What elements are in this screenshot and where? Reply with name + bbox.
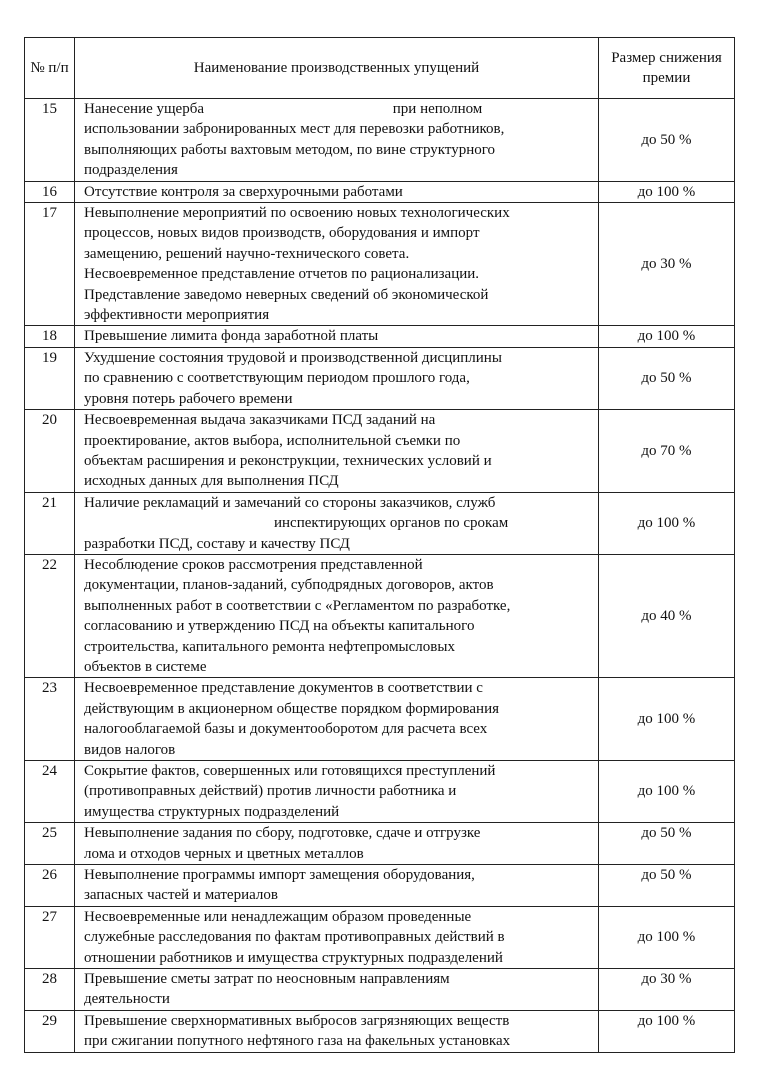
row-line: процессов, новых видов производств, оборудования и импорт <box>84 225 480 242</box>
table-row <box>25 326 735 347</box>
row-number: 18 <box>25 326 75 347</box>
row-line: налогооблагаемой базы и документооборотом для расчета всех <box>84 721 488 738</box>
row-line: Превышение лимита фонда заработной платы <box>84 328 379 345</box>
table-row <box>25 203 735 326</box>
row-line: имущества структурных подразделений <box>84 803 340 820</box>
row-line: при неполном <box>392 101 483 117</box>
row-size: до 100 % <box>599 678 735 761</box>
row-line: проектирование, актов выбора, исполнительной съемки по <box>84 432 461 449</box>
row-number: 28 <box>25 969 75 1011</box>
row-size: до 100 % <box>599 906 735 968</box>
row-size: до 50 % <box>599 865 735 907</box>
table-row <box>25 99 735 182</box>
row-number: 26 <box>25 865 75 907</box>
row-line: инспектирующих органов по срокам <box>274 515 509 532</box>
table-row <box>25 1010 735 1052</box>
row-line: объектам расширения и реконструкции, технических условий и <box>84 452 492 469</box>
row-description <box>75 823 599 865</box>
row-description <box>75 492 599 554</box>
table-row <box>25 678 735 761</box>
row-size: до 50 % <box>599 347 735 409</box>
row-description <box>75 326 599 347</box>
row-size: до 100 % <box>599 1010 735 1052</box>
row-description <box>75 203 599 326</box>
row-line: лома и отходов черных и цветных металлов <box>84 845 364 862</box>
row-description <box>75 554 599 677</box>
header-size: Размер снижения премии <box>599 38 735 99</box>
row-description <box>75 410 599 493</box>
row-number: 29 <box>25 1010 75 1052</box>
row-line: запасных частей и материалов <box>84 887 278 904</box>
row-line: Сокрытие фактов, совершенных или готовящихся преступлений <box>84 763 496 779</box>
row-line: деятельности <box>84 991 170 1008</box>
row-size: до 30 % <box>599 203 735 326</box>
row-line: строительства, капитального ремонта нефтепромысловых <box>84 638 455 655</box>
row-line: уровня потерь рабочего времени <box>84 390 293 407</box>
row-description <box>75 1010 599 1052</box>
row-number: 17 <box>25 203 75 326</box>
row-size: до 40 % <box>599 554 735 677</box>
table-row <box>25 823 735 865</box>
row-line: Нанесение ущерба <box>84 101 205 117</box>
row-line: отношении работников и имущества структурных подразделений <box>84 949 503 966</box>
row-line: служебные расследования по фактам противоправных действий в <box>84 929 505 946</box>
table-row <box>25 347 735 409</box>
row-line: документации, планов-заданий, субподрядных договоров, актов <box>84 577 494 594</box>
row-line: по сравнению с соответствующим периодом прошлого года, <box>84 370 470 387</box>
row-number: 21 <box>25 492 75 554</box>
row-description <box>75 969 599 1011</box>
row-line: (противоправных действий) против личности работника и <box>84 783 457 800</box>
row-line: Превышение сверхнормативных выбросов загрязняющих веществ <box>84 1012 510 1029</box>
row-line: Наличие рекламаций и замечаний со стороны заказчиков, служб <box>84 494 496 511</box>
row-line: эффективности мероприятия <box>84 307 270 324</box>
row-line: исходных данных для выполнения ПСД <box>84 473 339 490</box>
table-row <box>25 865 735 907</box>
table-header-row <box>25 38 735 99</box>
row-size: до 100 % <box>599 326 735 347</box>
row-description <box>75 181 599 202</box>
redaction-block <box>208 103 393 117</box>
table-row <box>25 492 735 554</box>
deductions-table <box>24 37 735 1053</box>
row-number: 20 <box>25 410 75 493</box>
row-line: Представление заведомо неверных сведений об экономической <box>84 286 489 303</box>
row-line: выполненных работ в соответствии с «Регламентом по разработке, <box>84 597 511 614</box>
table-row <box>25 906 735 968</box>
row-number: 24 <box>25 761 75 823</box>
row-line: использовании забронированных мест для перевозки работников, <box>84 121 505 138</box>
table-row <box>25 410 735 493</box>
row-number: 22 <box>25 554 75 677</box>
table-row <box>25 554 735 677</box>
table-row <box>25 181 735 202</box>
row-line: Превышение сметы затрат по неосновным направлениям <box>84 971 450 988</box>
row-number: 27 <box>25 906 75 968</box>
row-size: до 100 % <box>599 492 735 554</box>
row-line: согласованию и утверждению ПСД на объекты капитального <box>84 618 475 635</box>
row-number: 23 <box>25 678 75 761</box>
row-description <box>75 865 599 907</box>
row-line: Несоблюдение сроков рассмотрения представленной <box>84 556 423 573</box>
row-description <box>75 347 599 409</box>
row-size: до 100 % <box>599 181 735 202</box>
row-size: до 30 % <box>599 969 735 1011</box>
row-line: Невыполнение программы импорт замещения оборудования, <box>84 867 475 884</box>
row-size: до 50 % <box>599 823 735 865</box>
row-line: Невыполнение мероприятий по освоению новых технологических <box>84 205 510 222</box>
table-row <box>25 761 735 823</box>
row-description <box>75 678 599 761</box>
row-line: объектов в системе <box>84 658 207 675</box>
row-size: до 50 % <box>599 99 735 182</box>
table-row <box>25 969 735 1011</box>
row-line: Несвоевременное представление отчетов по рационализации. <box>84 266 480 283</box>
row-description <box>75 99 599 182</box>
row-line: видов налогов <box>84 741 176 758</box>
row-line: разработки ПСД, составу и качеству ПСД <box>84 535 350 552</box>
row-size: до 100 % <box>599 761 735 823</box>
row-number: 25 <box>25 823 75 865</box>
row-line: Несвоевременная выдача заказчиками ПСД заданий на <box>84 412 436 429</box>
row-number: 16 <box>25 181 75 202</box>
row-line: Отсутствие контроля за сверхурочными работами <box>84 183 403 200</box>
row-number: 19 <box>25 347 75 409</box>
row-description <box>75 761 599 823</box>
row-line: Несвоевременное представление документов в соответствии с <box>84 680 483 697</box>
row-size: до 70 % <box>599 410 735 493</box>
row-line: подразделения <box>84 162 178 179</box>
row-number: 15 <box>25 99 75 182</box>
row-line: замещению, решений научно-технического совета. <box>84 245 410 262</box>
row-line: Ухудшение состояния трудовой и производственной дисциплины <box>84 349 502 366</box>
header-num: № п/п <box>25 38 75 99</box>
row-line: выполняющих работы вахтовым методом, по вине структурного <box>84 141 496 158</box>
row-line: Невыполнение задания по сбору, подготовке, сдаче и отгрузке <box>84 825 481 842</box>
row-line: при сжигании попутного нефтяного газа на факельных установках <box>84 1033 511 1050</box>
row-description <box>75 906 599 968</box>
row-line: действующим в акционерном обществе порядком формирования <box>84 700 500 717</box>
header-name: Наименование производственных упущений <box>75 38 599 99</box>
row-line: Несвоевременные или ненадлежащим образом проведенные <box>84 908 472 925</box>
